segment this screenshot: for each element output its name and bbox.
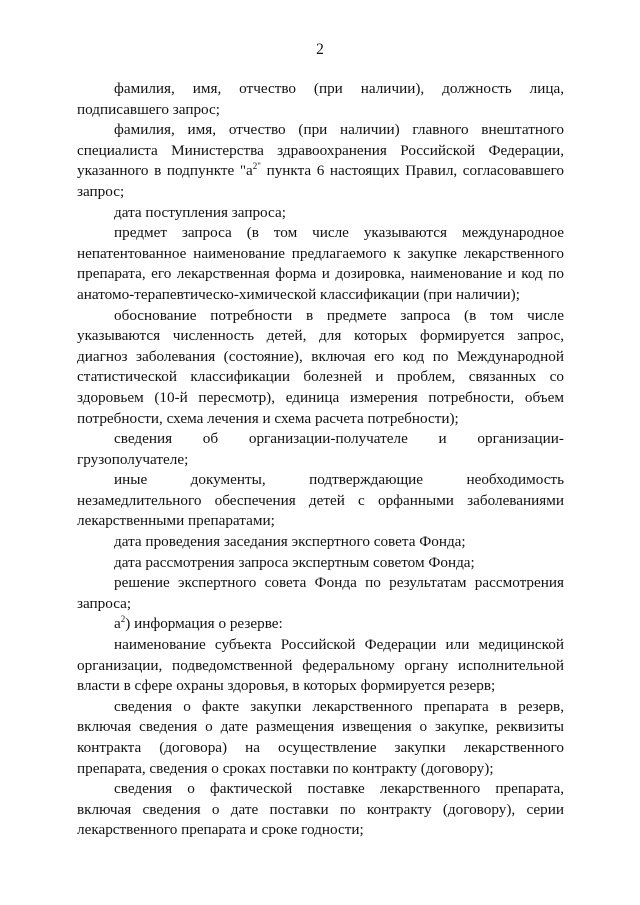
- paragraph-reserve-subject: наименование субъекта Российской Федерации или медицинской организации, подведомственной федеральному органу исполнительной власти в сфере охраны здоровья, в которых формируется резерв;: [77, 636, 564, 695]
- paragraph-reserve-delivery: сведения о фактической поставке лекарственного препарата, включая сведения о дате поставки по контракту (договору), серии лекарственного препарата и сроке годности;: [77, 780, 564, 839]
- document-body: [77, 79, 564, 841]
- paragraph-other-documents: иные документы, подтверждающие необходимость незамедлительного обеспечения детей с орфанными заболеваниями лекарственными препаратами;: [77, 471, 564, 530]
- paragraph-text-tail: ) информация о резерве:: [125, 615, 283, 633]
- paragraph-request-subject: предмет запроса (в том числе указываются международное непатентованное наименование предлагаемого к закупке лекарственного препарата, его лекарственная форма и дозировка, наименование и код по анатомо-терапевтическо-химической классификации (при наличии);: [77, 224, 564, 303]
- paragraph-text: фамилия, имя, отчество (при наличии) главного внештатного специалиста Министерства здравоохранения Российской Федерации, указанного в подпункте "а: [77, 121, 564, 180]
- paragraph-receipt-date: дата поступления запроса;: [114, 203, 286, 221]
- paragraph-text: а: [114, 615, 121, 633]
- paragraph-reserve-purchase: сведения о факте закупки лекарственного препарата в резерв, включая сведения о дате размещения извещения о закупке, реквизиты контракта (договора) на осуществление закупки лекарственного препарата, сведения о сроках поставки по контракту (договору);: [77, 697, 564, 777]
- paragraph-reserve-heading: [77, 614, 564, 635]
- paragraph-text-tail: пункта 6 настоящих Правил, согласовавшего запрос;: [77, 162, 565, 200]
- paragraph-signer-name: фамилия, имя, отчество (при наличии), должность лица, подписавшего запрос;: [77, 80, 564, 118]
- superscript: 2": [252, 161, 261, 172]
- page-number: 2: [316, 41, 324, 58]
- paragraph-organizations: сведения об организации-получателе и организации-грузополучателе;: [77, 430, 564, 468]
- paragraph-chief-specialist: [77, 120, 564, 202]
- paragraph-meeting-date: дата проведения заседания экспертного совета Фонда;: [114, 533, 466, 551]
- paragraph-review-date: дата рассмотрения запроса экспертным советом Фонда;: [114, 553, 475, 571]
- superscript: 2: [120, 614, 126, 625]
- paragraph-council-decision: решение экспертного совета Фонда по результатам рассмотрения запроса;: [77, 574, 564, 612]
- paragraph-need-justification: обоснование потребности в предмете запроса (в том числе указываются численность детей, для которых формируется запрос, диагноз заболевания (состояние), включая его код по Международной статистической классификации болезней и проблем, связанных со здоровьем (10-й пересмотр), единица измерения потребности, объем потребности, схема лечения и схема расчета потребности);: [77, 306, 564, 427]
